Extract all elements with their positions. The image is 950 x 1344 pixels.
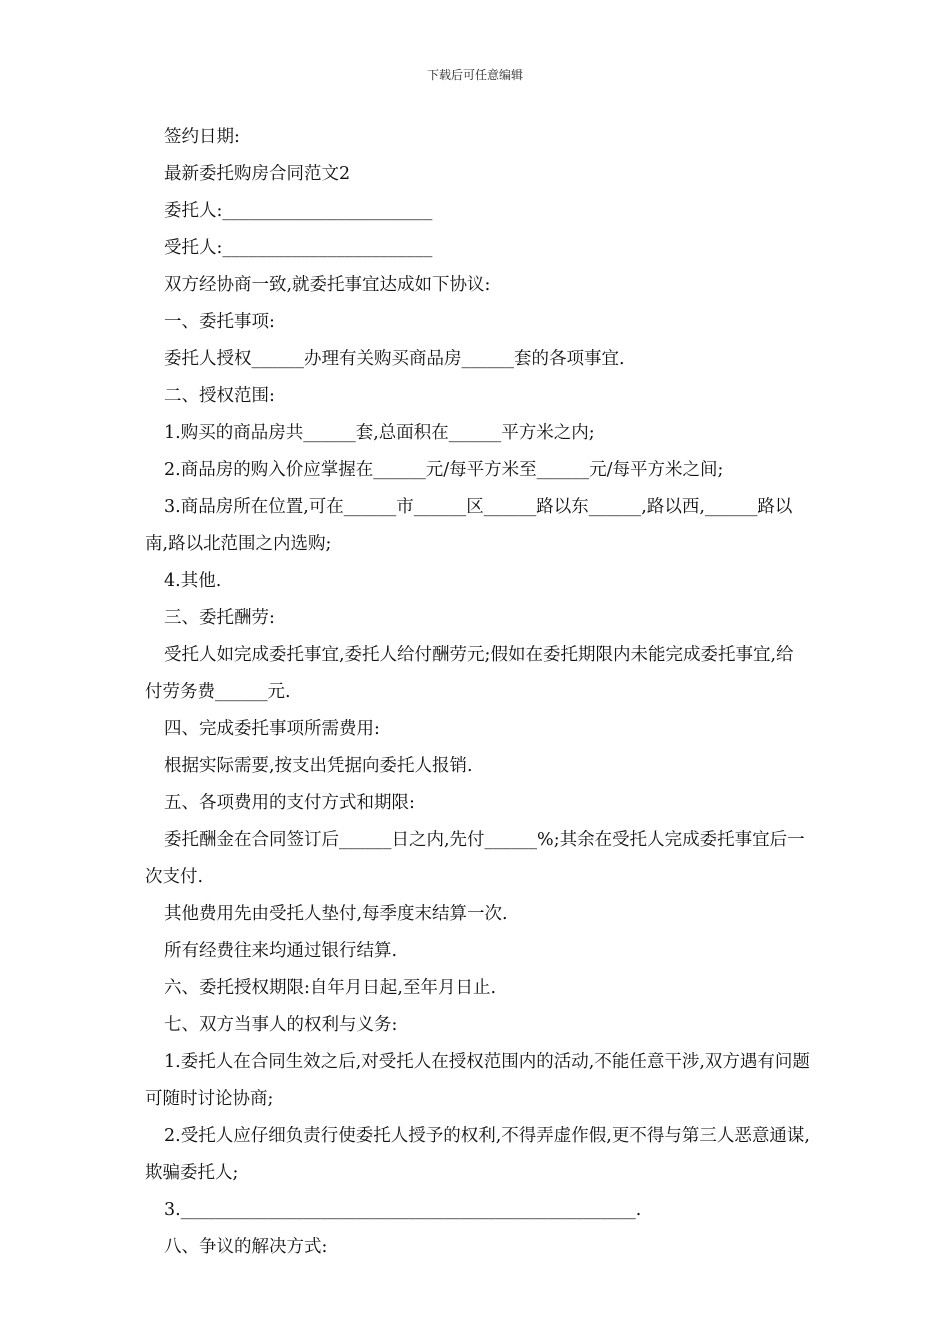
paragraph: 委托酬金在合同签订后______日之内,先付______%;其余在受托人完成委托事宜后一次支付.	[145, 830, 805, 887]
document-body	[0, 119, 950, 1266]
paragraph: 1.委托人在合同生效之后,对受托人在授权范围内的活动,不能任意干涉,双方遇有问题可随时讨论协商;	[145, 1052, 810, 1109]
paragraph: 3.商品房所在位置,可在______市______区______路以东______,路以西,______路以南,路以北范围之内选购;	[145, 497, 793, 554]
section-heading: 一、委托事项:	[164, 312, 275, 332]
paragraph: 委托人授权______办理有关购买商品房______套的各项事宜.	[164, 349, 625, 369]
paragraph: 所有经费往来均通过银行结算.	[164, 941, 398, 961]
agent-line: 受托人:________________________	[164, 238, 433, 258]
paragraph: 根据实际需要,按支出凭据向委托人报销.	[164, 756, 473, 776]
paragraph: 3.____________________________________________________.	[164, 1200, 642, 1220]
page-header: 下载后可任意编辑	[426, 68, 523, 82]
paragraph: 4.其他.	[164, 571, 222, 591]
section-heading: 八、争议的解决方式:	[164, 1237, 328, 1257]
section-heading: 二、授权范围:	[164, 386, 275, 406]
paragraph: 2.商品房的购入价应掌握在______元/每平方米至______元/每平方米之间;	[164, 460, 724, 480]
paragraph: 2.受托人应仔细负责行使委托人授予的权利,不得弄虚作假,更不得与第三人恶意通谋,欺骗委托人;	[145, 1126, 810, 1183]
section-heading: 七、双方当事人的权利与义务:	[164, 1015, 398, 1035]
principal-line: 委托人:________________________	[164, 201, 433, 221]
section-heading: 五、各项费用的支付方式和期限:	[164, 793, 415, 813]
paragraph: 受托人如完成委托事宜,委托人给付酬劳元;假如在委托期限内未能完成委托事宜,给付劳务费______元.	[145, 645, 794, 702]
section-heading: 四、完成委托事项所需费用:	[164, 719, 380, 739]
section-heading: 三、委托酬劳:	[164, 608, 275, 628]
document-title: 最新委托购房合同范文2	[164, 164, 351, 184]
paragraph: 1.购买的商品房共______套,总面积在______平方米之内;	[164, 423, 595, 443]
agreement-intro: 双方经协商一致,就委托事宜达成如下协议:	[164, 275, 491, 295]
signing-date-line: 签约日期:	[164, 127, 240, 147]
paragraph: 其他费用先由受托人垫付,每季度末结算一次.	[164, 904, 508, 924]
section-heading: 六、委托授权期限:自年月日起,至年月日止.	[164, 978, 497, 998]
